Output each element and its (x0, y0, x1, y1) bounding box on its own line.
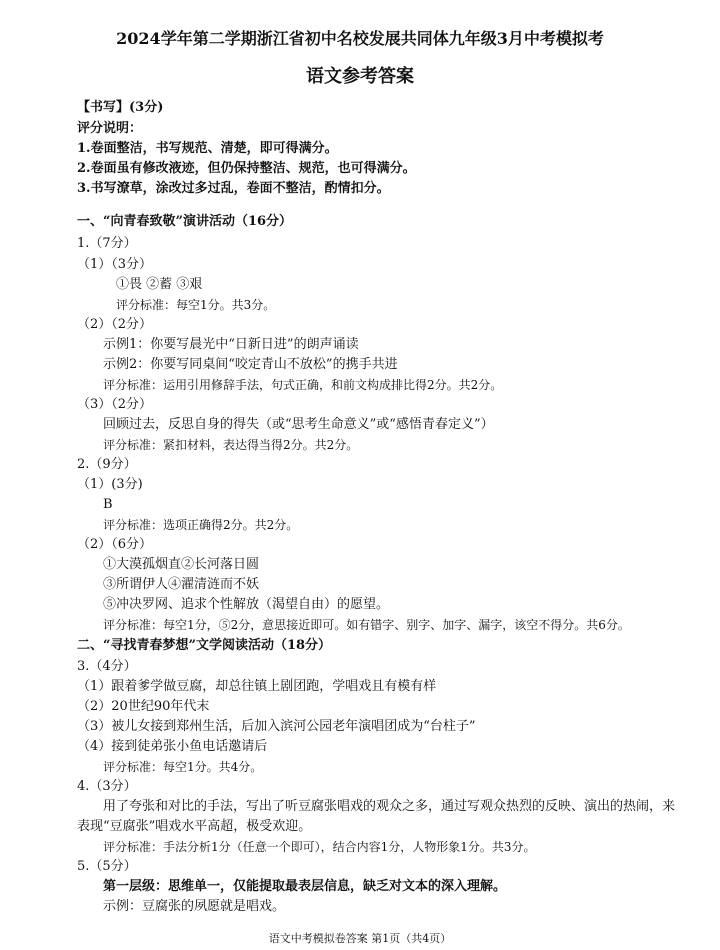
q1-p3-criteria: 评分标准：紧扣材料，表达得当得2分。共2分。 (103, 438, 359, 452)
writing-heading: 【书写】(3分) (77, 100, 164, 115)
q2-p1-criteria: 评分标准：选项正确得2分。共2分。 (103, 518, 299, 532)
q1-p2-example-1: 示例1：你要写晨光中“日新日进”的朗声诵读 (103, 337, 359, 352)
q1-p3-label: （3）（2分） (77, 397, 153, 412)
q1-p1-answer: ①畏 ②蓄 ③艰 (116, 277, 203, 292)
writing-rule-2: 2.卷面虽有修改液迹，但仍保持整洁、规范，也可得满分。 (77, 161, 416, 176)
q4-criteria: 评分标准：手法分析1分（任意一个即可），结合内容1分，人物形象1分。共3分。 (103, 840, 536, 854)
q2-label: 2.（9分） (77, 457, 137, 472)
q3-item-4: （4）接到徒弟张小鱼电话邀请后 (77, 739, 268, 754)
q5-example: 示例：豆腐张的夙愿就是唱戏。 (103, 899, 286, 914)
document-subtitle: 语文参考答案 (306, 66, 414, 87)
q1-p2-criteria: 评分标准：运用引用修辞手法，句式正确，和前文构成排比得2分。共2分。 (103, 378, 503, 392)
q2-p1-answer: B (103, 497, 113, 512)
q1-p1-label: （1）（3分） (77, 257, 153, 272)
document-title: 2024学年第二学期浙江省初中名校发展共同体九年级3月中考模拟考 (116, 29, 604, 48)
q2-p2-criteria: 评分标准：每空1分，⑤2分，意思接近即可。如有错字、别字、加字、漏字，该空不得分。共6分。 (103, 618, 630, 632)
section2-heading: 二、“寻找青春梦想”文学阅读活动（18分） (77, 638, 332, 653)
page-footer: 语文中考模拟卷答案 第1页（共4页） (268, 932, 452, 945)
q1-label: 1.（7分） (77, 236, 137, 251)
q3-item-1: （1）跟着爹学做豆腐，却总往镇上剧团跑，学唱戏且有模有样 (77, 679, 437, 694)
q2-p2-line-3: ⑤冲决罗网、追求个性解放（渴望自由）的愿望。 (103, 597, 390, 612)
q2-p2-label: （2）（6分） (77, 537, 153, 552)
q5-label: 5.（5分） (77, 859, 137, 874)
section1-heading: 一、“向青春致敬”演讲活动（16分） (77, 214, 293, 229)
q1-p2-label: （2）（2分） (77, 317, 153, 332)
writing-rule-3: 3.书写潦草，涂改过多过乱，卷面不整洁，酌情扣分。 (77, 181, 390, 196)
q1-p3-answer: 回顾过去，反思自身的得失（或“思考生命意义”或“感悟青春定义”） (103, 417, 494, 432)
q4-label: 4.（3分） (77, 779, 137, 794)
q3-item-3: （3）被儿女接到郑州生活，后加入滨河公园老年演唱团成为“台柱子” (77, 719, 476, 734)
q3-label: 3.（4分） (77, 659, 137, 674)
q2-p1-label: （1）(3分) (77, 477, 143, 492)
q4-answer-line-1: 用了夸张和对比的手法，写出了听豆腐张唱戏的观众之多，通过写观众热烈的反映、演出的热闹，来 (103, 799, 676, 814)
writing-rule-1: 1.卷面整洁，书写规范、清楚，即可得满分。 (77, 141, 338, 156)
q1-p2-example-2: 示例2：你要写同桌间“咬定青山不放松”的携手共进 (103, 357, 398, 372)
q4-answer-line-2: 表现“豆腐张”唱戏水平高超，极受欢迎。 (77, 819, 312, 834)
q3-item-2: （2）20世纪90年代末 (77, 699, 210, 714)
q5-level-1: 第一层级：思维单一，仅能提取最表层信息，缺乏对文本的深入理解。 (103, 879, 507, 894)
q2-p2-line-2: ③所谓伊人④濯清涟而不妖 (103, 577, 260, 592)
q2-p2-line-1: ①大漠孤烟直②长河落日圆 (103, 557, 260, 572)
writing-notes-label: 评分说明： (77, 121, 143, 136)
q1-p1-criteria: 评分标准：每空1分。共3分。 (116, 298, 276, 312)
q3-criteria: 评分标准：每空1分。共4分。 (103, 760, 263, 774)
